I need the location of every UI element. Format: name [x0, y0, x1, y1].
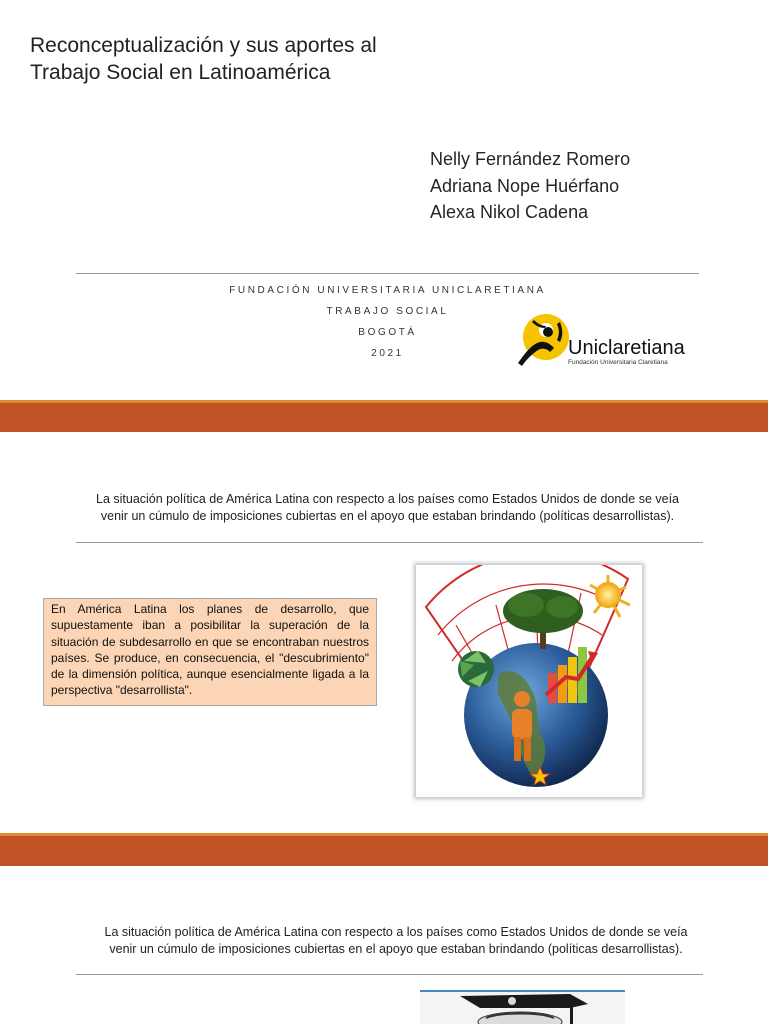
partial-illustration — [420, 990, 625, 1024]
content-slide-2 — [0, 866, 768, 1024]
development-plans-textbox: En América Latina los planes de desarrollo, que supuestamente iban a posibilitar la superación de la situación de subdesarrollo en que se encontraban nuestros países. Se produce, en consecuencia, el "descubrimiento" de la dimensión política, aunque esencialmente ligada a la perspectiva "desarrollista". — [43, 598, 377, 706]
slide-caption-2 — [76, 924, 716, 958]
slide-separator-band — [0, 400, 768, 433]
content-slide — [0, 432, 768, 832]
logo-wordmark: Uniclaretiana — [568, 337, 685, 359]
caption-line-2: venir un cúmulo de imposiciones cubiertas en el apoyo que estaban brindando (políticas desarrollistas). — [109, 942, 683, 956]
graduation-cap-icon — [420, 992, 625, 1024]
year-label: 2021 — [371, 348, 404, 359]
globe-illustration — [416, 565, 642, 797]
slide-caption — [60, 491, 715, 525]
city-name: BOGOTÁ — [358, 327, 417, 338]
caption-divider-line-2 — [76, 974, 703, 975]
author-3: Alexa Nikol Cadena — [430, 202, 589, 222]
caption-line-1: La situación política de América Latina con respecto a los países como Estados Unidos de donde se veía — [104, 925, 688, 939]
title-line-1: Reconceptualización y sus aportes al — [30, 34, 377, 57]
slide-separator-band-2 — [0, 833, 768, 866]
author-2: Adriana Nope Huérfano — [430, 175, 620, 196]
caption-line-1: La situación política de América Latina con respecto a los países como Estados Unidos de donde se veía — [96, 492, 679, 506]
program-name: TRABAJO SOCIAL — [326, 306, 449, 317]
title-line-2: Trabajo Social en Latinoamérica — [30, 61, 331, 84]
author-list — [430, 146, 630, 226]
logo-subtitle: Fundación Universitaria Claretiana — [568, 359, 668, 366]
author-1: Nelly Fernández Romero — [430, 149, 631, 169]
institution-name: FUNDACIÓN UNIVERSITARIA UNICLARETIANA — [229, 285, 546, 296]
presentation-title — [30, 32, 450, 86]
title-divider-line — [76, 273, 699, 274]
globe-development-icon — [416, 565, 642, 797]
caption-divider-line — [76, 542, 703, 543]
uniclaretiana-logo — [510, 308, 700, 370]
title-slide — [0, 0, 768, 400]
caption-line-2: venir un cúmulo de imposiciones cubiertas en el apoyo que estaban brindando (políticas desarrollistas). — [100, 509, 675, 523]
logo-emblem-icon — [510, 308, 700, 370]
